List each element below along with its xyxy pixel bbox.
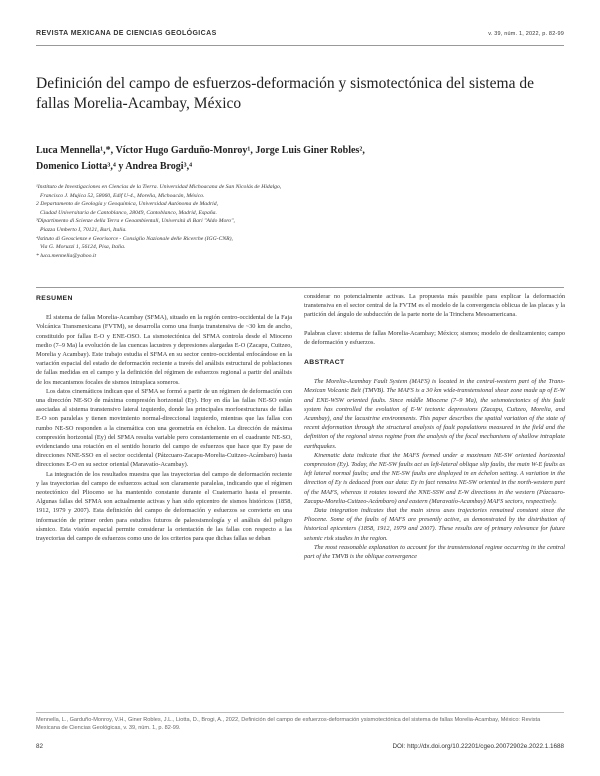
affiliation-line: ⁴Istituto di Geoscienze e Georisorce - Consiglio Nazionale delle Ricerche (IGG-CNR), bbox=[36, 235, 233, 242]
abstract-paragraph: The most reasonable explanation to account for the transtensional regime occurring in the central part of the TMVB is the oblique convergence bbox=[304, 543, 565, 561]
affiliation-line: ³Dipartimento di Scienze della Terra e Geoambientali, Università di Bari "Aldo Moro", bbox=[36, 218, 235, 225]
affiliations bbox=[36, 183, 556, 260]
affiliation-line: Francisco J. Mujica 52, 58060, Edif U-4., Morelia, Michoacán, México. bbox=[40, 192, 205, 199]
article-title: Definición del campo de esfuerzos-deformación y sismotectónica del sistema de fallas Morelia-Acambay, México bbox=[36, 75, 534, 112]
affiliation-line: Ciudad Universitaria de Cantoblanco, 28049, Cantoblanco, Madrid, España. bbox=[40, 209, 217, 216]
doi-link[interactable]: DOI: http://dx.doi.org/10.22201/cgeo.20072902e.2022.1.1688 bbox=[392, 743, 564, 750]
abstract-paragraph: Data integration indicates that the main stress axes trajectories remained constant since the Pliocene. Some of the faults of MAFS are presently active, as demonstrated by the distribution of historical epicenters (1858, 1912, 1979 and 2007). These results are of primary relevance for future seismic risk studies in the region. bbox=[304, 507, 565, 542]
authors-line-2: Domenico Liotta³,⁴ y Andrea Brogi³,⁴ bbox=[36, 161, 193, 172]
abstract-heading: ABSTRACT bbox=[304, 359, 345, 367]
page-footer bbox=[36, 743, 564, 753]
resumen-paragraph: Los datos cinemáticos indican que el SFMA se formó a partir de un régimen de deformación con una dirección NE-SO de máxima compresión horizontal (Ey). Hoy en día las fallas NE-SO están asociadas al sistema transtensivo lateral izquierdo, donde las principales morfoestructuras de fallas E-O son paralelas y tienen movimiento normal-direccional izquierdo, mientras que las fallas con rumbo NE-SO responden a la cinemática con una geometría en échelon. La dirección de máxima compresión horizontal (Ey) del SFMA resulta variable pero constantemente en el cuadrante NE-SO, evidenciando una rotación en el sentido horario del campo de esfuerzos que hace que Ey pase de direcciones NNE-SSO en el sector occidental (Pátzcuaro-Zacapu-Morelia-Cuitzeo-Acámbaro) hasta direcciones E-O en su sector oriental (Maravatío-Acambay). bbox=[36, 387, 292, 469]
affiliation-line: 2 Departamento de Geología y Geoquímica, Universidad Autónoma de Madrid, bbox=[36, 201, 219, 208]
resumen-paragraph: El sistema de fallas Morelia-Acambay (SFMA), situado en la región centro-occidental de la Faja Volcánica Transmexicana (FVTM), se desarrolla como una franja transtensiva de ~30 km de ancho, constituido por fallas E-O y ENE-OSO. La sismotectónica del SFMA controla desde el Mioceno medio (7–9 Ma) la evolución de las cuencas lacustres y depresiones alargadas E-O (Zacapu, Cuitzeo, Morelia y Acambay). Este trabajo estudia el SFMA en su sector centro-occidental enfocándose en la variación espacial del estado de deformación reciente a través del análisis estructural de poblaciones de fallas medidas en el campo y la definición del régimen de esfuerzos regional a partir del análisis de los mecanismos focales de sismos intraplaca someros. bbox=[36, 314, 292, 386]
page-number: 82 bbox=[36, 743, 44, 750]
section-rule bbox=[36, 287, 564, 288]
keywords: Palabras clave: sistema de fallas Morelia-Acambay; México; sismos; modelo de deslizamiento; campo de deformación y esfuerzos. bbox=[304, 329, 565, 346]
author-list bbox=[36, 143, 556, 175]
resumen-paragraph: considerar no potencialmente activas. La propuesta más pausible para explicar la deformación transtensiva en el sector central de la FVTM es el modelo de la convergencia oblicua de las placas y la partición del ángulo de subducción de la parte norte de la Trinchera Mesoamericana. bbox=[304, 293, 565, 319]
affiliation-line: Via G. Moruzzi 1, 56124, Pisa, Italia. bbox=[40, 244, 126, 251]
citation-rule bbox=[36, 712, 564, 713]
resumen-heading: RESUMEN bbox=[36, 295, 73, 302]
right-column bbox=[304, 292, 565, 561]
volume-info: v. 39, núm. 1, 2022, p. 82-99 bbox=[488, 31, 564, 37]
affiliation-line: Piazza Umberto I, 70121, Bari, Italia. bbox=[40, 226, 127, 233]
citation: Mennella, L., Garduño-Monroy, V.H., Giner Robles, J.L., Liotta, D., Brogi, A., 2022, Definición del campo de esfuerzos-deformación ysismotectónica del sistema de fallas Morelia-Acambay, México: Revista Mexicana de Ciencias Geológicas, v. 39, núm. 1, p. 82-99. bbox=[36, 717, 541, 732]
left-column bbox=[36, 292, 292, 543]
resumen-paragraph: La integración de los resultados muestra que las trayectorias del campo de deformación reciente y las trayectorias del campo de esfuerzos actual son claramente paralelas, indicando que el régimen neotectónico del Plioceno se ha mantenido constante durante el Cuaternario hasta el presente. Algunas fallas del SFMA son actualmente activas y han sido epicentro de sismos históricos (1858, 1912, 1979 y 2007). Esta definición del campo de deformación y esfuerzos se convierte en una información de primer orden para estudios futuros de paleosismología y el análisis del peligro sísmico. Esta visión espacial permite considerar la orientación de las fallas con respecto a las trayectorias del campo de esfuerzos como uno de los criterios para que dichas fallas se deban bbox=[36, 470, 292, 543]
authors-line-1: Luca Mennella¹,*, Víctor Hugo Garduño-Monroy¹, Jorge Luis Giner Robles², bbox=[36, 145, 365, 156]
header-rule bbox=[36, 45, 564, 46]
corresponding-email: * luca.mennella@yahoo.it bbox=[36, 252, 97, 259]
abstract-paragraph: The Morelia-Acambay Fault System (MAFS) is located in the central-western part of the Trans-Mexican Volcanic Belt (TMVB). The MAFS is a 30 km wide-transtensional shear zone made up of E-W and ENE-WSW oriented faults. Since middle Miocene (7–9 Ma), the seismotectonics of this fault system has controlled the evolution of E-W tectonic depressions (Zacapu, Cuitzeo, Morelia, and Acambay), and the lacustrine environments. This paper describes the spatial variation of the state of recent deformation through the structural analysis of fault populations measured in the field and the definition of the regional stress regime from the analysis of the focal mechanisms of shallow intraplate earthquakes. bbox=[304, 378, 565, 450]
affiliation-line: ¹Instituto de Investigaciones en Ciencias de la Tierra. Universidad Michoacana de San Nicolás de Hidalgo, bbox=[36, 184, 282, 190]
journal-name: REVISTA MEXICANA DE CIENCIAS GEOLÓGICAS bbox=[36, 30, 217, 37]
running-header bbox=[36, 30, 564, 44]
abstract-paragraph: Kinematic data indicate that the MAFS formed under a maximum NE-SW oriented horizontal compression (Ey). Today, the NE-SW faults act as left-lateral oblique slip faults, the main W-E faults as left lateral normal faults; and the NE-SW faults are displayed in en échelon setting. A variation in the direction of Ey is deduced from our data: Ey in fact remains NE-SW oriented in the north-western part of the MAFS, whereas it rotates toward the NNE-SSW and E-W directions in the western (Pázcuaro-Zacapu-Morelia-Cuitzeo-Acámbaro) and eastern (Maravatío-Acambay) MAFS sectors, respectively. bbox=[304, 451, 565, 505]
